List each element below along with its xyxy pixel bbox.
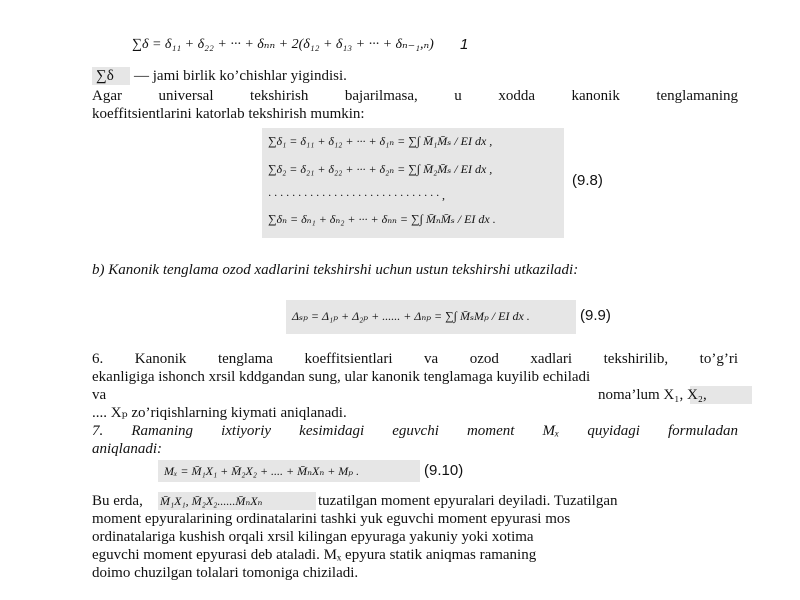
- formula-9-9: Δₛₚ = Δ₁ₚ + Δ₂ₚ + ...... + Δₙₚ = ∑∫ M̄ₛMₚ / EI dx .: [292, 309, 530, 323]
- paragraph-1-line-1: Agar universal tekshirish bajarilmasa, u xodda kanonik tenglamaning: [92, 88, 738, 104]
- equation-number-9-10: (9.10): [424, 462, 464, 479]
- paragraph-last-line-1-b: tuzatilgan moment epyuralari deyiladi. Tuzatilgan: [318, 493, 618, 509]
- sum-symbol: ∑δ: [96, 68, 114, 84]
- paragraph-7-line-2: aniqlanadi:: [92, 441, 162, 457]
- sum-definition-text: — jami birlik ko’chishlar yigindisi.: [134, 68, 347, 84]
- system-9-8-row-1: ∑δ₁ = δ₁₁ + δ₁₂ + ··· + δ₁ₙ = ∑∫ M̄₁M̄ₛ / EI dx ,: [268, 134, 493, 148]
- paragraph-last-line-5: doimo chuzilgan tolalari tomoniga chiziladi.: [92, 565, 359, 581]
- equation-number-9-9: (9.9): [580, 307, 611, 324]
- system-9-8-row-3: · · · · · · · · · · · · · · · · · · · · · · · · · · · · · ,: [268, 188, 445, 202]
- paragraph-1-line-2: koeffitsientlarini katorlab tekshirish mumkin:: [92, 106, 365, 122]
- formula-sum-delta: ∑δ = δ₁₁ + δ₂₂ + ··· + δₙₙ + 2(δ₁₂ + δ₁₃ + ··· + δₙ₋₁,ₙ): [132, 37, 434, 52]
- paragraph-7-line-1: 7. Ramaning ixtiyoriy kesimidagi eguvchi moment Mₓ quyidagi formuladan: [92, 423, 738, 439]
- paragraph-last-line-1-a: Bu erda,: [92, 493, 143, 509]
- equation-number-9-8: (9.8): [572, 172, 603, 189]
- paragraph-last-line-2: moment epyuralarining ordinatalarini tashki yuk eguvchi moment epyurasi mos: [92, 511, 571, 527]
- paragraph-6-line-3-left: va: [92, 387, 107, 403]
- paragraph-6-line-2: ekanligiga ishonch xrsil kddgandan sung, ular kanonik tenglamaga kuyilib echiladi: [92, 369, 591, 385]
- system-9-8-row-2: ∑δ₂ = δ₂₁ + δ₂₂ + ··· + δ₂ₙ = ∑∫ M̄₂M̄ₛ / EI dx ,: [268, 162, 493, 176]
- paragraph-6-line-1: 6. Kanonik tenglama koeffitsientlari va ozod xadlari tekshirilib, to’g’ri: [92, 351, 738, 367]
- paragraph-6-line-4: .... Xₚ zo’riqishlarning kiymati aniqlanadi.: [92, 405, 347, 421]
- corrected-epures-formula: M̄₁X₁, M̄₂X₂......M̄ₙXₙ: [160, 494, 263, 508]
- section-b-heading: b) Kanonik tenglama ozod xadlarini tekshirshi uchun ustun tekshirshi utkaziladi:: [92, 262, 579, 278]
- paragraph-6-line-3-right: noma’lum X₁, X₂,: [598, 387, 707, 403]
- paragraph-last-line-3: ordinatalariga kushish orqali xrsil kilingan epyuraga yakuniy yoki xotima: [92, 529, 534, 545]
- formula-number-1: 1: [460, 36, 469, 53]
- paragraph-last-line-4: eguvchi moment epyurasi deb ataladi. Mₓ epyura statik aniqmas ramaning: [92, 547, 537, 563]
- formula-9-10: Mₓ = M̄₁X₁ + M̄₂X₂ + .... + M̄ₙXₙ + Mₚ .: [164, 464, 360, 478]
- system-9-8-row-4: ∑δₙ = δₙ₁ + δₙ₂ + ··· + δₙₙ = ∑∫ M̄ₙM̄ₛ / EI dx .: [268, 212, 496, 226]
